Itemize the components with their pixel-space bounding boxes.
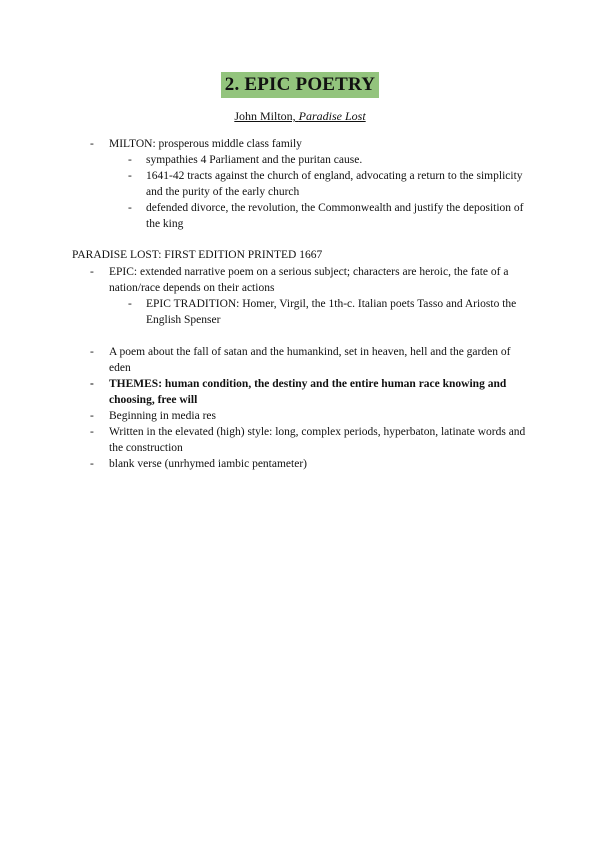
- title-container: [0, 72, 600, 98]
- sub-list-item: [0, 152, 600, 168]
- sub-list-item-text: sympathies 4 Parliament and the puritan cause.: [146, 154, 363, 166]
- bullet-dash: -: [90, 138, 94, 150]
- bullet-dash: -: [128, 170, 132, 182]
- bullet-dash: -: [90, 266, 94, 278]
- bullet-dash: -: [90, 458, 94, 470]
- sub-list-item-text: defended divorce, the revolution, the Commonwealth and justify the deposition of the king: [146, 202, 524, 230]
- bullet-dash: -: [128, 202, 132, 214]
- list-item: [0, 456, 600, 472]
- subtitle-author: John Milton,: [234, 109, 296, 123]
- bullet-dash: -: [90, 378, 94, 390]
- bullet-dash: -: [128, 154, 132, 166]
- list-item: [0, 344, 600, 376]
- list-item: [0, 264, 600, 296]
- page-subtitle: [0, 108, 600, 124]
- bullet-dash: -: [90, 410, 94, 422]
- sub-list-item: [0, 296, 600, 328]
- bullet-dash: -: [90, 426, 94, 438]
- list-item-text: blank verse (unrhymed iambic pentameter): [109, 458, 307, 470]
- list-item-text: Beginning in media res: [109, 410, 216, 422]
- list-item-text: EPIC: extended narrative poem on a serious subject; characters are heroic, the fate of a nation/race depends on their actions: [109, 266, 509, 294]
- sub-list-item: [0, 200, 600, 232]
- list-item: [0, 408, 600, 424]
- epic-section: [0, 264, 600, 328]
- list-item-text: A poem about the fall of satan and the humankind, set in heaven, hell and the garden of eden: [109, 346, 511, 374]
- list-item-text: Written in the elevated (high) style: long, complex periods, hyperbaton, latinate words and the construction: [109, 426, 526, 454]
- section-heading: PARADISE LOST: FIRST EDITION PRINTED 1667: [72, 249, 323, 261]
- list-item: [0, 376, 600, 408]
- list-item-text: THEMES: human condition, the destiny and the entire human race knowing and choosing, free will: [109, 378, 507, 406]
- list-item-text: MILTON: prosperous middle class family: [109, 138, 302, 150]
- sub-list-item-text: EPIC TRADITION: Homer, Virgil, the 1th-c. Italian poets Tasso and Ariosto the English Spenser: [146, 298, 517, 326]
- milton-section: [0, 136, 600, 232]
- sub-list-item-text: 1641-42 tracts against the church of england, advocating a return to the simplicity and the purity of the early church: [146, 170, 523, 198]
- poem-points-section: [0, 344, 600, 472]
- bullet-dash: -: [90, 346, 94, 358]
- list-item: [0, 424, 600, 456]
- sub-list-item: [0, 168, 600, 200]
- bullet-dash: -: [128, 298, 132, 310]
- subtitle-work: Paradise Lost: [298, 109, 366, 123]
- list-item: [0, 136, 600, 152]
- page-title: 2. EPIC POETRY: [221, 72, 379, 98]
